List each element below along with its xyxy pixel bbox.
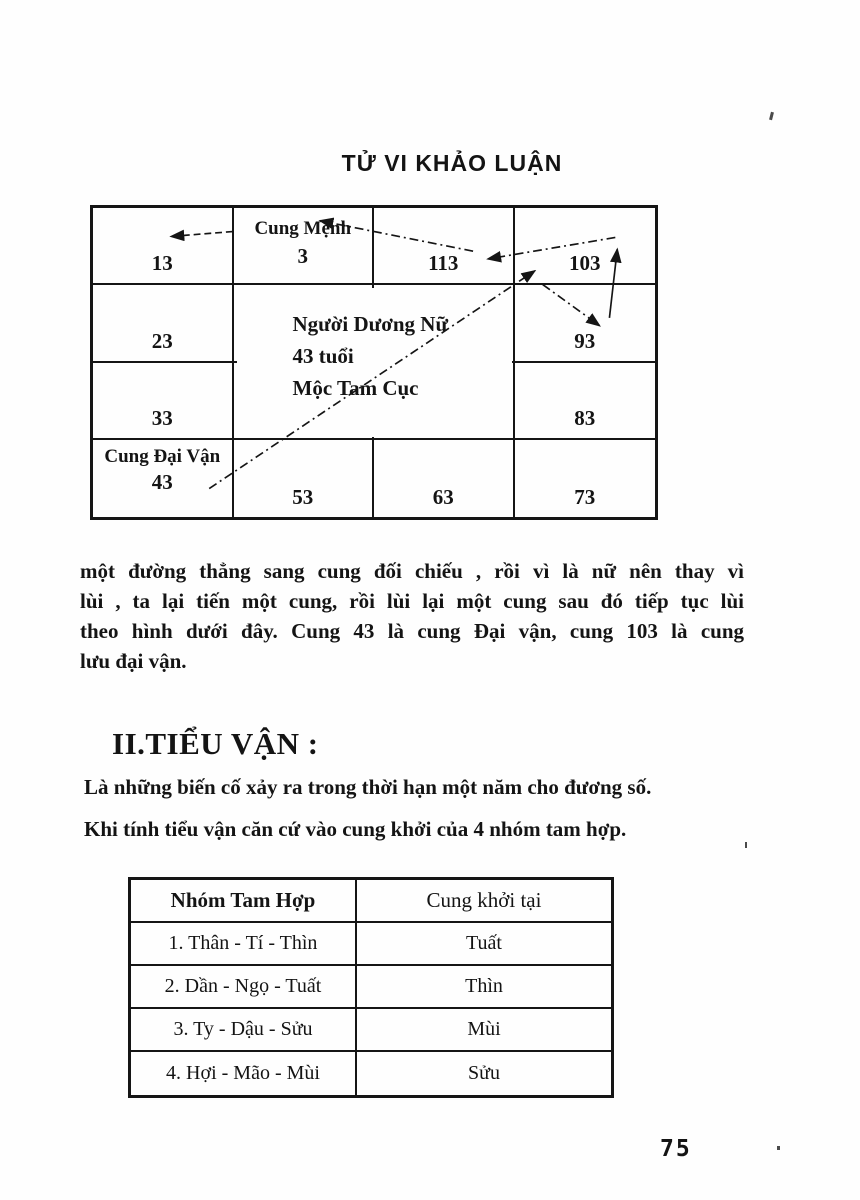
palace-number: 93 xyxy=(574,328,596,353)
paragraph-line: một đường thẳng sang cung đối chiếu , rồi vì là nữ nên thay vì xyxy=(80,559,744,583)
table-cell-start-palace: Tuất xyxy=(357,923,611,966)
palace-cell-63 xyxy=(374,440,515,517)
palace-cell-53 xyxy=(234,440,375,517)
paragraph-line: theo hình dưới đây. Cung 43 là cung Đại vận, cung 103 là cung xyxy=(80,619,744,643)
table-cell-group: 2. Dần - Ngọ - Tuất xyxy=(131,966,357,1009)
palace-number: 13 xyxy=(151,251,173,276)
cung-menh-label: Cung Mệnh xyxy=(254,218,352,239)
palace-number: 83 xyxy=(574,405,596,430)
palace-number: 103 xyxy=(569,251,601,276)
section-heading: II.TIỂU VẬN : xyxy=(112,726,319,761)
palace-cell-83 xyxy=(515,363,656,440)
center-person-type: Người Dương Nữ xyxy=(292,312,449,337)
palace-number: 63 xyxy=(432,485,454,509)
table-cell-group: 3. Ty - Dậu - Sửu xyxy=(131,1009,357,1052)
chart-center-info xyxy=(237,288,512,437)
table-cell-group: 1. Thân - Tí - Thìn xyxy=(131,923,357,966)
tam-hop-table xyxy=(128,877,614,1098)
palace-cell-13 xyxy=(93,208,234,285)
tuvi-chart xyxy=(90,205,658,520)
palace-cell-103 xyxy=(515,208,656,285)
cung-dai-van-label: Cung Đại Vận xyxy=(104,445,221,467)
paragraph-line: lùi , ta lại tiến một cung, rồi lùi lại một cung sau đó tiếp tục lùi xyxy=(80,589,744,613)
palace-number: 113 xyxy=(428,251,459,276)
page-title: TỬ VI KHẢO LUẬN xyxy=(341,150,563,176)
palace-cell-43 xyxy=(93,440,234,517)
palace-cell-73 xyxy=(515,440,656,517)
center-age: 43 tuổi xyxy=(292,344,354,369)
table-cell-group: 4. Hợi - Mão - Mùi xyxy=(131,1052,357,1095)
scan-speck xyxy=(777,1146,780,1150)
table-header-nhom-tam-hop: Nhóm Tam Hợp xyxy=(131,880,357,923)
table-cell-start-palace: Mùi xyxy=(357,1009,611,1052)
scan-speck xyxy=(745,842,747,848)
body-paragraph xyxy=(80,556,744,676)
palace-cell-93 xyxy=(515,285,656,362)
palace-number: 73 xyxy=(574,485,596,509)
palace-cell-33 xyxy=(93,363,234,440)
palace-number: 3 xyxy=(297,244,308,268)
table-header-cung-khoi-tai: Cung khởi tại xyxy=(357,880,611,923)
table-cell-start-palace: Sửu xyxy=(468,1062,500,1084)
palace-number: 43 xyxy=(151,469,173,494)
table-cell-start-palace: Thìn xyxy=(357,966,611,1009)
section-text-line: Khi tính tiểu vận căn cứ vào cung khởi của 4 nhóm tam hợp. xyxy=(84,817,627,841)
palace-cell-menh xyxy=(234,208,375,285)
paragraph-line: lưu đại vận. xyxy=(80,649,187,673)
palace-number: 23 xyxy=(151,328,173,353)
page-number: 75 xyxy=(660,1136,692,1162)
palace-number: 53 xyxy=(292,485,314,509)
scan-speck xyxy=(769,112,774,120)
palace-cell-23 xyxy=(93,285,234,362)
palace-cell-113 xyxy=(374,208,515,285)
center-cuc: Mộc Tam Cục xyxy=(292,376,419,401)
palace-number: 33 xyxy=(151,405,173,430)
section-text-line: Là những biến cố xảy ra trong thời hạn một năm cho đương số. xyxy=(84,775,652,799)
